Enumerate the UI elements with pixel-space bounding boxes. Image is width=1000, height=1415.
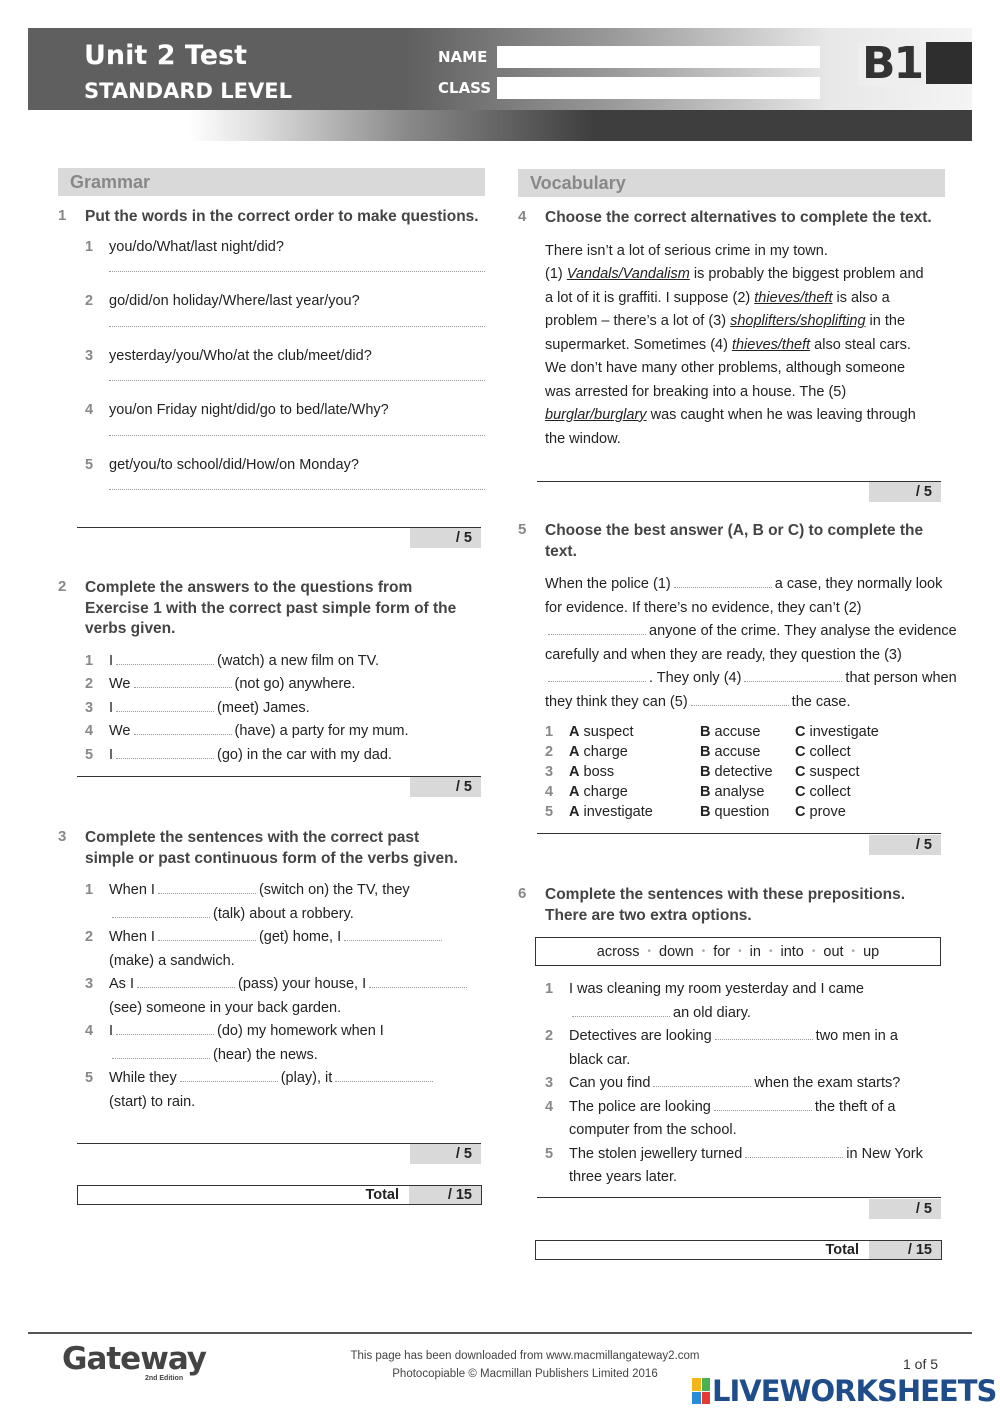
item-number: 2 bbox=[545, 1028, 554, 1044]
list-item bbox=[85, 345, 485, 369]
item-text bbox=[109, 879, 410, 926]
option-letter: B bbox=[700, 784, 711, 800]
class-label: CLASS bbox=[438, 79, 492, 97]
option-c[interactable] bbox=[795, 762, 915, 782]
level-badge: B1 bbox=[858, 42, 926, 86]
exercise-instructions: Complete the answers to the questions from Exercise 1 with the correct past simple form of the verbs given. bbox=[85, 579, 457, 637]
option-a[interactable] bbox=[569, 782, 700, 802]
exercise-number: 4 bbox=[518, 208, 527, 225]
answer-blank[interactable] bbox=[548, 622, 646, 635]
option-text: charge bbox=[583, 744, 628, 760]
option-letter: A bbox=[569, 804, 580, 820]
sentence-text: in the supermarket. Sometimes (4) bbox=[545, 313, 906, 353]
bullet-separator: • bbox=[768, 946, 773, 957]
item-number: 5 bbox=[545, 1145, 554, 1162]
vocabulary-heading: Vocabulary bbox=[518, 169, 945, 197]
option-text: suspect bbox=[809, 764, 860, 780]
sentence-text: (hear) the news. bbox=[213, 1046, 318, 1063]
sentence-text: (not go) anywhere. bbox=[234, 676, 356, 692]
sentence-text: While they bbox=[109, 1070, 177, 1086]
sentence-text: in New York three years later. bbox=[569, 1145, 923, 1185]
item-number: 1 bbox=[85, 238, 94, 255]
word-option: across bbox=[596, 943, 640, 960]
sentence-text: is also a problem – there’s a lot of (3) bbox=[545, 289, 890, 329]
item-number: 5 bbox=[545, 804, 554, 820]
list-item bbox=[85, 236, 485, 260]
sentence-text: was caught when he was leaving through the window. bbox=[545, 407, 916, 447]
option-letter: C bbox=[795, 784, 806, 800]
sentence-text: (meet) James. bbox=[217, 699, 310, 716]
sentence-text: The police are looking bbox=[569, 1098, 711, 1115]
copyright-notice: Photocopiable © Macmillan Publishers Limited 2016 bbox=[392, 1368, 658, 1380]
item-text bbox=[109, 973, 470, 1020]
answer-blank[interactable] bbox=[112, 1046, 210, 1059]
answer-line[interactable] bbox=[109, 314, 485, 327]
exercise-3 bbox=[58, 828, 485, 1114]
bullet-separator: • bbox=[738, 946, 742, 957]
answer-blank[interactable] bbox=[180, 1069, 278, 1082]
word-option: down bbox=[659, 943, 694, 960]
answer-blank[interactable] bbox=[674, 575, 772, 588]
item-number: 3 bbox=[545, 1075, 554, 1091]
option-c[interactable] bbox=[795, 782, 915, 802]
answer-option[interactable]: shoplifters/shoplifting bbox=[730, 313, 866, 329]
sentence-text: . They only (4) bbox=[649, 670, 742, 686]
option-letter: B bbox=[700, 744, 711, 760]
exercise-6-items bbox=[518, 978, 948, 1190]
answer-option[interactable]: thieves/theft bbox=[754, 289, 833, 306]
exercise-1 bbox=[58, 207, 485, 508]
word-option: in bbox=[749, 943, 761, 960]
answer-option[interactable]: thieves/theft bbox=[731, 336, 811, 353]
item-number: 3 bbox=[85, 976, 94, 992]
option-letter: C bbox=[795, 744, 806, 760]
divider bbox=[537, 1197, 941, 1198]
item-text bbox=[109, 673, 355, 697]
answer-blank[interactable] bbox=[715, 1027, 813, 1040]
sentence-text: There isn’t a lot of serious crime in my town. bbox=[545, 242, 828, 259]
answer-blank[interactable] bbox=[116, 1022, 214, 1035]
answer-line[interactable] bbox=[109, 423, 485, 436]
sentence-text: the case. bbox=[791, 693, 851, 710]
option-text: prove bbox=[809, 804, 846, 820]
score-box: / 5 bbox=[869, 835, 941, 855]
score-box: / 5 bbox=[869, 482, 941, 502]
option-text: accuse bbox=[714, 724, 761, 740]
answer-blank[interactable] bbox=[116, 746, 214, 759]
sentence-text: I bbox=[109, 652, 114, 669]
header-stripe bbox=[28, 110, 972, 141]
grammar-total bbox=[77, 1185, 482, 1205]
sentence-text: is probably the biggest problem and a lot of it is graffiti. I suppose (2) bbox=[545, 266, 924, 306]
item-number: 5 bbox=[85, 746, 94, 763]
item-number: 3 bbox=[545, 764, 554, 780]
class-input[interactable] bbox=[497, 77, 820, 99]
total-score: / 15 bbox=[869, 1241, 941, 1259]
option-letter: A bbox=[569, 764, 580, 780]
item-number: 1 bbox=[85, 652, 94, 669]
sentence-text: When the police (1) bbox=[545, 576, 671, 592]
item-number: 2 bbox=[85, 293, 94, 309]
sentence-text: a case, they normally look for evidence. If there’s no evidence, they can’t (2) bbox=[545, 576, 943, 616]
option-text: charge bbox=[583, 784, 628, 800]
option-letter: A bbox=[569, 784, 580, 800]
total-label: Total bbox=[825, 1242, 859, 1258]
answer-blank[interactable] bbox=[744, 669, 842, 682]
option-letter: B bbox=[700, 804, 711, 820]
sentence-text: the theft of a computer from the school. bbox=[569, 1098, 896, 1138]
total-score: / 15 bbox=[409, 1186, 481, 1204]
exercise-6 bbox=[518, 885, 948, 926]
item-text bbox=[109, 650, 379, 674]
item-number: 4 bbox=[545, 784, 554, 800]
answer-blank[interactable] bbox=[116, 652, 214, 665]
list-item bbox=[85, 1067, 485, 1114]
option-text: investigate bbox=[583, 804, 653, 820]
item-number: 1 bbox=[545, 724, 554, 740]
word-option: into bbox=[780, 943, 804, 960]
sentence-text: (1) bbox=[545, 266, 567, 282]
list-item bbox=[85, 697, 485, 721]
item-number: 4 bbox=[85, 1023, 94, 1039]
sentence-text: Can you find bbox=[569, 1075, 651, 1091]
list-item bbox=[85, 673, 485, 697]
item-number: 2 bbox=[85, 929, 94, 945]
answer-blank[interactable] bbox=[572, 1004, 670, 1017]
item-number: 4 bbox=[85, 723, 94, 739]
answer-line[interactable] bbox=[109, 259, 485, 272]
exercise-number: 5 bbox=[518, 521, 527, 538]
bullet-separator: • bbox=[701, 946, 706, 957]
name-label: NAME bbox=[438, 48, 488, 66]
word-box bbox=[535, 937, 941, 966]
list-item bbox=[85, 926, 485, 973]
exercise-number: 6 bbox=[518, 885, 527, 902]
exercise-5 bbox=[518, 521, 958, 822]
list-item bbox=[85, 879, 485, 926]
option-c[interactable] bbox=[795, 722, 915, 742]
option-b[interactable] bbox=[700, 762, 795, 782]
sentence-text: The stolen jewellery turned bbox=[569, 1145, 743, 1162]
exercise-2 bbox=[58, 578, 485, 767]
answer-line[interactable] bbox=[109, 368, 485, 381]
answer-line[interactable] bbox=[109, 477, 485, 490]
option-a[interactable] bbox=[569, 762, 700, 782]
option-c[interactable] bbox=[795, 802, 915, 822]
total-label: Total bbox=[365, 1187, 399, 1203]
list-item bbox=[545, 1072, 925, 1096]
option-b[interactable] bbox=[700, 722, 795, 742]
answer-blank[interactable] bbox=[158, 928, 256, 941]
item-number: 4 bbox=[85, 402, 94, 418]
list-item bbox=[85, 973, 485, 1020]
score-box: / 5 bbox=[410, 1144, 481, 1164]
answer-blank[interactable] bbox=[653, 1074, 751, 1087]
option-text: question bbox=[714, 804, 770, 820]
liveworksheets-watermark: LIVEWORKSHEETS bbox=[712, 1374, 997, 1408]
option-b[interactable] bbox=[700, 742, 795, 762]
option-letter: A bbox=[569, 744, 580, 760]
sentence-text: When I bbox=[109, 929, 155, 945]
score-box: / 5 bbox=[869, 1199, 941, 1219]
sentence-text: that person when they think they can (5) bbox=[545, 670, 957, 710]
list-item bbox=[85, 290, 485, 314]
gateway-logo: Gateway bbox=[62, 1341, 207, 1377]
test-title: Unit 2 Test bbox=[84, 40, 248, 71]
option-letter: A bbox=[569, 724, 580, 740]
sentence-text: We bbox=[109, 676, 131, 692]
exercise-instructions: Choose the correct alternatives to complete the text. bbox=[545, 209, 932, 226]
item-number: 3 bbox=[85, 699, 94, 716]
item-text bbox=[109, 1067, 436, 1114]
answer-blank[interactable] bbox=[714, 1098, 812, 1111]
answer-blank[interactable] bbox=[112, 905, 210, 918]
list-item bbox=[545, 978, 925, 1025]
answer-blank[interactable] bbox=[335, 1069, 433, 1082]
item-text bbox=[569, 1143, 925, 1190]
item-number: 1 bbox=[545, 981, 554, 997]
exercise-instructions: Put the words in the correct order to make questions. bbox=[85, 208, 479, 225]
item-number: 4 bbox=[545, 1098, 554, 1115]
bullet-separator: • bbox=[851, 946, 856, 957]
list-item bbox=[85, 454, 485, 478]
list-item bbox=[85, 744, 485, 768]
item-number: 2 bbox=[85, 676, 94, 692]
bullet-separator: • bbox=[811, 946, 816, 957]
sentence-text: (play), it bbox=[280, 1070, 333, 1086]
answer-blank[interactable] bbox=[134, 675, 232, 688]
sentence-text: (have) a party for my mum. bbox=[234, 723, 409, 739]
answer-blank[interactable] bbox=[134, 722, 232, 735]
sentence-text: I was cleaning my room yesterday and I came bbox=[569, 981, 864, 997]
sentence-text: (make) a sandwich. bbox=[109, 952, 235, 969]
sentence-text: I bbox=[109, 1023, 114, 1039]
option-text: analyse bbox=[714, 784, 765, 800]
item-text bbox=[109, 697, 310, 721]
option-text: collect bbox=[809, 744, 851, 760]
option-letter: C bbox=[795, 764, 806, 780]
word-option: up bbox=[863, 943, 880, 960]
answer-option[interactable]: Vandals/Vandalism bbox=[566, 266, 690, 282]
option-letter: C bbox=[795, 724, 806, 740]
liveworksheets-icon bbox=[692, 1378, 710, 1404]
download-notice: This page has been downloaded from www.macmillangateway2.com bbox=[350, 1350, 700, 1362]
answer-blank[interactable] bbox=[158, 881, 256, 894]
option-b[interactable] bbox=[700, 782, 795, 802]
score-box: / 5 bbox=[410, 777, 481, 797]
footer-divider bbox=[28, 1332, 972, 1334]
item-text bbox=[109, 1020, 384, 1067]
item-number: 2 bbox=[545, 744, 554, 760]
list-item bbox=[85, 1020, 485, 1067]
item-text bbox=[569, 1025, 925, 1072]
option-a[interactable] bbox=[569, 722, 700, 742]
option-text: accuse bbox=[714, 744, 761, 760]
option-text: boss bbox=[583, 764, 615, 780]
item-text bbox=[109, 926, 445, 973]
bullet-separator: • bbox=[647, 946, 652, 957]
answer-blank[interactable] bbox=[548, 669, 646, 682]
score-box: / 5 bbox=[410, 528, 481, 548]
item-text bbox=[569, 1072, 900, 1096]
sentence-text: two men in a black car. bbox=[569, 1028, 898, 1068]
sentence-text: also steal cars. We don’t have many other problems, although someone was arrested for breaking into a house. The (5) bbox=[545, 336, 911, 400]
item-text: you/on Friday night/did/go to bed/late/Why? bbox=[109, 402, 389, 418]
sentence-text: As I bbox=[109, 976, 134, 992]
item-text: get/you/to school/did/How/on Monday? bbox=[109, 456, 359, 473]
edition-label: 2nd Edition bbox=[145, 1375, 184, 1382]
answer-blank[interactable] bbox=[691, 693, 789, 706]
sentence-text: (start) to rain. bbox=[109, 1093, 196, 1110]
item-number: 5 bbox=[85, 1070, 94, 1086]
option-c[interactable] bbox=[795, 742, 915, 762]
option-a[interactable] bbox=[569, 802, 700, 822]
sentence-text: (see) someone in your back garden. bbox=[109, 999, 342, 1016]
list-item bbox=[545, 1096, 925, 1143]
exercise-4 bbox=[518, 208, 948, 451]
name-input[interactable] bbox=[497, 46, 820, 68]
option-b[interactable] bbox=[700, 802, 795, 822]
sentence-text: Detectives are looking bbox=[569, 1028, 712, 1044]
answer-blank[interactable] bbox=[116, 699, 214, 712]
option-text: suspect bbox=[583, 724, 634, 740]
exercise-instructions: Choose the best answer (A, B or C) to complete the text. bbox=[545, 522, 924, 560]
test-level: STANDARD LEVEL bbox=[84, 79, 292, 103]
answer-blank[interactable] bbox=[745, 1145, 843, 1158]
item-text: yesterday/you/Who/at the club/meet/did? bbox=[109, 347, 372, 364]
sentence-text: an old diary. bbox=[673, 1004, 751, 1021]
sentence-text: (switch on) the TV, they bbox=[258, 882, 410, 898]
sentence-text: I bbox=[109, 746, 114, 763]
option-text: detective bbox=[714, 764, 773, 780]
exercise-instructions: Complete the sentences with the correct past simple or past continuous form of the verbs given. bbox=[85, 829, 458, 867]
exercise-instructions: Complete the sentences with these prepositions. There are two extra options. bbox=[545, 886, 906, 924]
item-text bbox=[569, 1096, 925, 1143]
list-item bbox=[85, 650, 485, 674]
list-item bbox=[85, 399, 485, 423]
sentence-text: (do) my homework when I bbox=[217, 1023, 384, 1039]
item-number: 5 bbox=[85, 456, 94, 473]
sentence-text: We bbox=[109, 723, 131, 739]
item-number: 3 bbox=[85, 347, 94, 364]
exercise-number: 2 bbox=[58, 578, 67, 595]
sentence-text: When I bbox=[109, 882, 155, 898]
option-a[interactable] bbox=[569, 742, 700, 762]
word-option: for bbox=[713, 943, 731, 960]
sentence-text: I bbox=[109, 699, 114, 716]
exercise-number: 3 bbox=[58, 828, 67, 845]
answer-blank[interactable] bbox=[137, 975, 235, 988]
option-text: collect bbox=[809, 784, 851, 800]
option-letter: C bbox=[795, 804, 806, 820]
exercise-number: 1 bbox=[58, 207, 67, 224]
sentence-text: when the exam starts? bbox=[754, 1075, 901, 1091]
item-text bbox=[569, 978, 864, 1025]
option-letter: B bbox=[700, 724, 711, 740]
sentence-text: (watch) a new film on TV. bbox=[217, 652, 380, 669]
word-option: out bbox=[823, 943, 844, 960]
vocabulary-total bbox=[535, 1240, 942, 1260]
sentence-text: (talk) about a robbery. bbox=[213, 905, 354, 922]
sentence-text: (go) in the car with my dad. bbox=[217, 746, 392, 763]
item-text: go/did/on holiday/Where/last year/you? bbox=[109, 293, 360, 309]
option-letter: B bbox=[700, 764, 711, 780]
sentence-text: (get) home, I bbox=[258, 929, 342, 945]
item-text: you/do/What/last night/did? bbox=[109, 238, 284, 255]
list-item bbox=[85, 720, 485, 744]
item-number: 1 bbox=[85, 882, 94, 898]
list-item bbox=[545, 1025, 925, 1072]
answer-option[interactable]: burglar/burglary bbox=[545, 407, 647, 423]
sentence-text: anyone of the crime. They analyse the evidence carefully and when they are ready, they question the (3) bbox=[545, 623, 957, 663]
grammar-heading: Grammar bbox=[58, 168, 485, 196]
divider bbox=[537, 833, 941, 834]
page-number: 1 of 5 bbox=[903, 1356, 939, 1372]
answer-blank[interactable] bbox=[344, 928, 442, 941]
sentence-text: (pass) your house, I bbox=[237, 976, 367, 992]
option-text: investigate bbox=[809, 724, 879, 740]
item-text bbox=[109, 720, 409, 744]
item-text bbox=[109, 744, 392, 768]
answer-blank[interactable] bbox=[369, 975, 467, 988]
list-item bbox=[545, 1143, 925, 1190]
